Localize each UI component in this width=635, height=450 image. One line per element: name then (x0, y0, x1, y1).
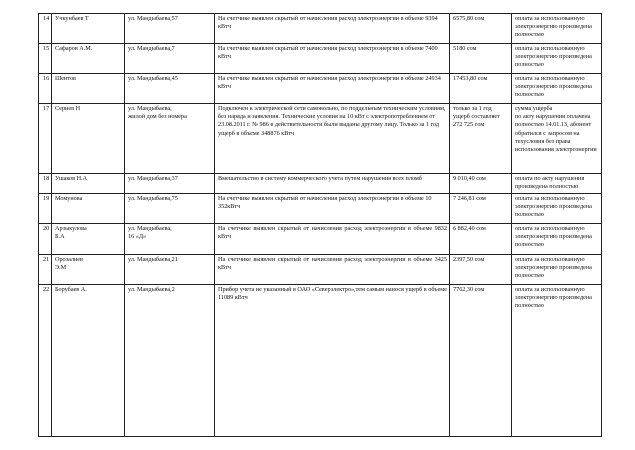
table-row (39, 14, 602, 44)
subscriber-address: ул. Мандыбаева,37 (125, 174, 215, 194)
damage-amount: 2397,50 сом (450, 255, 512, 285)
violation-description: На счетчике выявлен скрытый от начисления расход электроэнергии в объеме 9832 кВтч (215, 224, 450, 255)
damage-amount: 7762,30 сом (450, 285, 512, 437)
subscriber-address: ул. Мандыбаева,7 (125, 44, 215, 74)
violation-description: На счетчике выявлен скрытый от начисления расход электроэнергии в объеме 9394 кВтч (215, 14, 450, 44)
subscriber-address: ул. Мандыбаева,45 (125, 74, 215, 104)
table-row (39, 74, 602, 104)
table-row (39, 104, 602, 174)
violations-table (38, 13, 602, 437)
payment-note: оплата за использованную электроэнергию произведена полностью (512, 194, 602, 224)
subscriber-address: ул. Мандыбаева,2 (125, 285, 215, 437)
damage-amount: 7 246,81 сом (450, 194, 512, 224)
row-number: 20 (39, 224, 52, 255)
subscriber-name: Орозалиев Э.М (52, 255, 125, 285)
subscriber-name: Учкунбаев Т (52, 14, 125, 44)
subscriber-address: ул. Мандыбаева,57 (125, 14, 215, 44)
payment-note: оплата за использованную электроэнергию произведена полностью (512, 255, 602, 285)
payment-note: сумма ущерба по акту нарушения оплачена полностью 14.01.13, абонент обратился с запросом на техусловия без права использования электроэнергии (512, 104, 602, 174)
damage-amount: 6 882,40 сом (450, 224, 512, 255)
table-row (39, 194, 602, 224)
subscriber-name: Сафаров А.М. (52, 44, 125, 74)
damage-amount: 9 010,40 сом (450, 174, 512, 194)
violation-description: На счетчике выявлен скрытый от начисления расход электроэнергии в объеме 3425 кВтч (215, 255, 450, 285)
subscriber-address: ул. Мандыбаева, жилой дом без номера (125, 104, 215, 174)
violation-description: Вмешательство в систему коммерческого учета путем нарушения всех пломб (215, 174, 450, 194)
row-number: 19 (39, 194, 52, 224)
row-number: 18 (39, 174, 52, 194)
subscriber-address: ул. Мандыбаева, 16 «Д» (125, 224, 215, 255)
damage-amount: 17453,80 сом (450, 74, 512, 104)
payment-note: оплата по акту нарушения произведена полностью (512, 174, 602, 194)
damage-amount: только за 1 год ущерб составляет 272 725 сом (450, 104, 512, 174)
subscriber-address: ул. Мандыбаева,75 (125, 194, 215, 224)
payment-note: оплата за использованную электроэнергию произведена полностью (512, 44, 602, 74)
row-number: 17 (39, 104, 52, 174)
subscriber-name: Борубаев А. (52, 285, 125, 437)
subscriber-name: Сериев Н (52, 104, 125, 174)
table-row (39, 285, 602, 437)
payment-note: оплата за использованную электроэнергию произведена полностью (512, 224, 602, 255)
subscriber-name: Момунова (52, 194, 125, 224)
row-number: 21 (39, 255, 52, 285)
payment-note: оплата за использованную электроэнергию произведена полностью (512, 285, 602, 437)
subscriber-name: Арзыкулова Б.А (52, 224, 125, 255)
violation-description: На счетчике выявлен скрытый от начисления расход электроэнергии в объеме 7400 кВтч (215, 44, 450, 74)
row-number: 14 (39, 14, 52, 44)
violation-description: Прибор учета не указанный в ОАО «Северэлектро»,тем самым нанося ущерб в объеме 11089 кВтч (215, 285, 450, 437)
violation-description: На счетчике выявлен скрытый от начисления расход электроэнергии в объеме 24934 кВтч (215, 74, 450, 104)
table-row (39, 224, 602, 255)
payment-note: оплата за использованную электроэнергию произведена полностью (512, 14, 602, 44)
table-row (39, 174, 602, 194)
subscriber-address: ул. Мандыбаева,21 (125, 255, 215, 285)
damage-amount: 6575,80 сом (450, 14, 512, 44)
table-row (39, 44, 602, 74)
violation-description: Подключен к электрической сети самовольно, по поддельным техническим условиям, без наряда и заявления. Технические условия на 10 кВт с электропотреблением от 23.08.2011 г. № 986 в действительности были выданы другому лицу. Только за 1 год ущерб в объеме 348876 кВтч (215, 104, 450, 174)
row-number: 22 (39, 285, 52, 437)
payment-note: оплата за использованную электроэнергию произведена полностью (512, 74, 602, 104)
row-number: 15 (39, 44, 52, 74)
subscriber-name: Шентов (52, 74, 125, 104)
row-number: 16 (39, 74, 52, 104)
table-row (39, 255, 602, 285)
subscriber-name: Ушаков Н.А (52, 174, 125, 194)
damage-amount: 5180 сом (450, 44, 512, 74)
violation-description: На счетчике выявлен скрытый от начисления расход электроэнергии в объеме 10 352кВтч (215, 194, 450, 224)
